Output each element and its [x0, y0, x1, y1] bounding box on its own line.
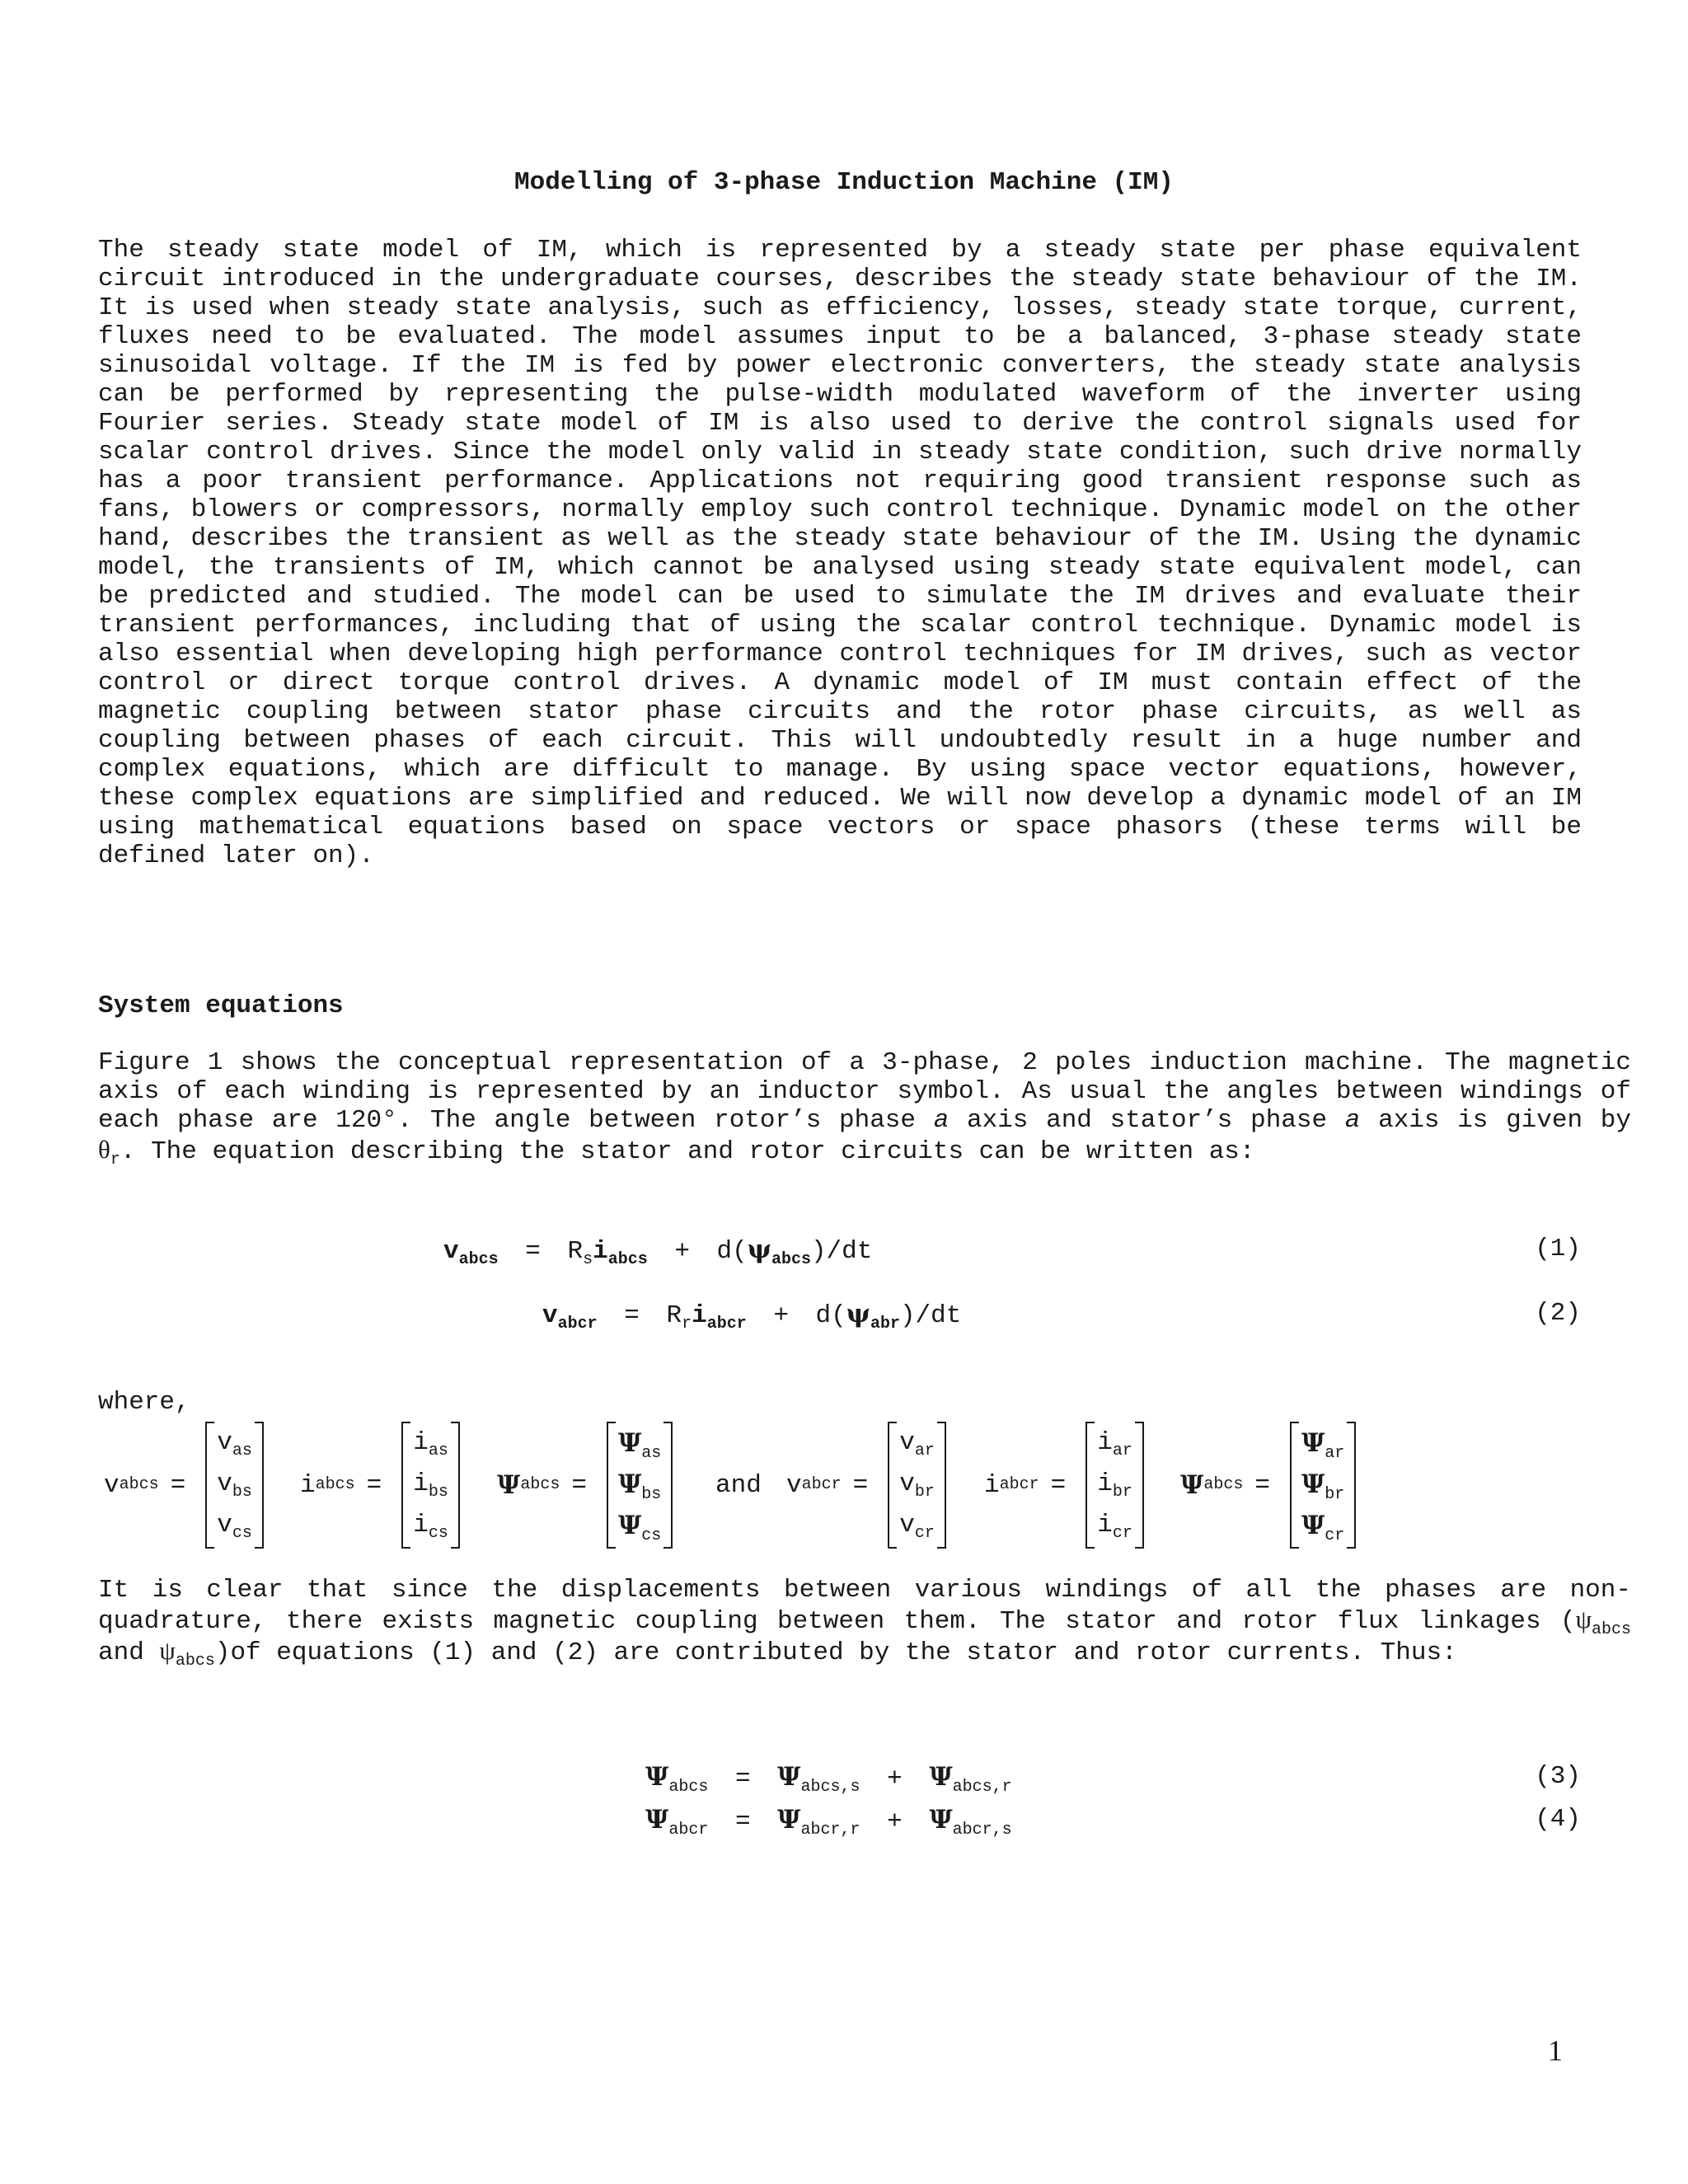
plus-sign: + [674, 1237, 690, 1266]
figure-description-paragraph [98, 1048, 1631, 1169]
coupling-paragraph [98, 1576, 1631, 1671]
plus-sign: + [887, 1765, 903, 1793]
equals-sign: = [1254, 1470, 1270, 1500]
subscript: abcs,r [952, 1778, 1012, 1797]
flux-symbol: Ψ [777, 1805, 801, 1835]
current-vector: i [593, 1237, 608, 1266]
rotor-current-vector-definition: i abcr = $i_{ar}$ $i_{br}$ $i_{cr}$ [984, 1419, 1152, 1551]
equation-number-3: (3) [1535, 1762, 1581, 1791]
equation-number-1: (1) [1535, 1235, 1581, 1263]
column-matrix: $\Psi_{as}$ $\Psi_{bs}$ $\Psi_{cs}$ [607, 1422, 673, 1549]
stator-current-vector-definition: i abcs = $i_{as}$ $i_{bs}$ $i_{cs}$ [300, 1419, 468, 1551]
equation-number-2: (2) [1535, 1299, 1581, 1328]
subscript: abcr,r [800, 1821, 860, 1840]
subscript: abcs [1591, 1620, 1631, 1639]
subscript: abcr [668, 1821, 709, 1840]
equation-1 [443, 1235, 873, 1269]
flux-linkage-symbol: ψ [747, 1235, 771, 1264]
equals-sign: = [170, 1470, 186, 1500]
paragraph-text: )of equations (1) and (2) are contributed by the stator and rotor currents. Thus: [214, 1638, 1457, 1667]
phase-a-symbol: a [1344, 1106, 1361, 1135]
stator-voltage-vector-definition: v abcs = $v_{as}$ $v_{bs}$ $v_{cs}$ [104, 1419, 272, 1551]
equals-sign: = [366, 1470, 382, 1500]
paragraph-text: Figure 1 shows the conceptual representation of a 3-phase, 2 poles induction machine. The magnetic axis of each winding is represented by an inductor symbol. As usual the angles between windings of each phase are 120°. The angle between rotor’s phase [98, 1048, 1631, 1135]
page-number: 1 [1548, 2034, 1563, 2067]
paragraph-text: It is clear that since the displacements between various windings of all the phases are non-quadrature, there exists magnetic coupling between them. The stator and rotor flux linkages ( [98, 1576, 1631, 1636]
subscript: r [682, 1315, 692, 1333]
section-heading: System equations [98, 991, 344, 1020]
resistance-symbol: R [567, 1237, 584, 1266]
subscript: abcr [557, 1315, 598, 1333]
voltage-vector: v [443, 1237, 459, 1266]
flux-linkage-symbol: ψ [159, 1636, 176, 1665]
equals-sign: = [525, 1237, 541, 1266]
subscript: abcs [607, 1250, 648, 1269]
equals-sign: = [571, 1470, 587, 1500]
equation-2 [542, 1299, 962, 1333]
equals-sign: = [734, 1807, 751, 1836]
paragraph-text: and [98, 1638, 160, 1667]
theta-symbol: θ [98, 1135, 110, 1164]
equals-sign: = [852, 1470, 869, 1500]
column-matrix: $i_{ar}$ $i_{br}$ $i_{cr}$ [1085, 1422, 1144, 1549]
vector-name: v [786, 1470, 802, 1500]
equals-sign: = [624, 1301, 640, 1330]
flux-symbol: Ψ [929, 1762, 953, 1792]
paragraph-text: axis is given by [1360, 1106, 1631, 1135]
stator-flux-vector-definition: Ψ abcs = $\Psi_{as}$ $\Psi_{bs}$ $\Psi_{cs}$ [497, 1419, 681, 1551]
and-label: and [715, 1470, 762, 1500]
resistance-symbol: R [666, 1301, 682, 1330]
rotor-flux-vector-definition: Ψ abcs = $\Psi_{ar}$ $\Psi_{br}$ $\Psi_{cr}$ [1180, 1419, 1364, 1551]
derivative-open: d( [716, 1237, 748, 1266]
document-title: Modelling of 3-phase Induction Machine (IM) [514, 168, 1174, 197]
voltage-vector: v [542, 1301, 558, 1330]
subscript: abr [870, 1315, 900, 1333]
column-matrix: $v_{as}$ $v_{bs}$ $v_{cs}$ [205, 1422, 264, 1549]
subscript: abcs [458, 1250, 499, 1269]
flux-linkage-symbol: ψ [846, 1299, 870, 1329]
flux-symbol: Ψ [645, 1762, 669, 1792]
paragraph-text: axis and stator’s phase [949, 1106, 1345, 1135]
column-matrix: $\Psi_{ar}$ $\Psi_{br}$ $\Psi_{cr}$ [1290, 1422, 1356, 1549]
flux-linkage-symbol: ψ [1575, 1605, 1592, 1633]
phase-a-symbol: a [933, 1106, 950, 1135]
subscript: abcr [706, 1315, 747, 1333]
subscript: abcs [771, 1250, 811, 1269]
subscript: abcs [175, 1652, 215, 1671]
theta-subscript: r [110, 1151, 120, 1169]
intro-paragraph: The steady state model of IM, which is represented by a steady state per phase equivalent circuit introduced in the undergraduate courses, describes the steady state behaviour of the IM. It is used when steady state analysis, such as efficiency, losses, steady state torque, current, fluxes need to be evaluated. The model assumes input to be a balanced, 3-phase steady state sinusoidal voltage. If the IM is fed by power electronic converters, the steady state analysis can be performed by representing the pulse-width modulated waveform of the inverter using Fourier series. Steady state model of IM is also used to derive the control signals used for scalar control drives. Since the model only valid in steady state condition, such drive normally has a poor transient performance. Applications not requiring good transient response such as fans, blowers or compressors, normally employ such control technique. Dynamic model on the other hand, describes the transient as well as the steady state behaviour of the IM. Using the dynamic model, the transients of IM, which cannot be analysed using steady state equivalent model, can be predicted and studied. The model can be used to simulate the IM drives and evaluate their transient performances, including that of using the scalar control technique. Dynamic model is also essential when developing high performance control techniques for IM drives, such as vector control or direct torque control drives. A dynamic model of IM must contain effect of the magnetic coupling between stator phase circuits and the rotor phase circuits, as well as coupling between phases of each circuit. This will undoubtedly result in a huge number and complex equations, which are difficult to manage. By using space vector equations, however, these complex equations are simplified and reduced. We will now develop a dynamic model of an IM using mathematical equations based on space vectors or space phasors (these terms will be defined later on). [98, 236, 1582, 870]
subscript: abcr,s [952, 1821, 1012, 1840]
derivative-open: d( [815, 1301, 846, 1330]
vector-name: v [104, 1470, 120, 1500]
subscript: abcs [668, 1778, 709, 1797]
equals-sign: = [734, 1765, 751, 1793]
plus-sign: + [773, 1301, 789, 1330]
derivative-close: )/dt [810, 1237, 873, 1266]
rotor-voltage-vector-definition: v abcr = $v_{ar}$ $v_{br}$ $v_{cr}$ [786, 1419, 954, 1551]
subscript: abcs,s [800, 1778, 860, 1797]
vector-name: Ψ [497, 1470, 521, 1500]
subscript: s [583, 1250, 593, 1269]
vector-name: i [300, 1470, 316, 1500]
flux-symbol: Ψ [929, 1805, 953, 1835]
current-vector: i [692, 1301, 707, 1330]
column-matrix: $i_{as}$ $i_{bs}$ $i_{cs}$ [401, 1422, 460, 1549]
equation-number-4: (4) [1535, 1805, 1581, 1834]
vector-name: i [984, 1470, 1000, 1500]
derivative-close: )/dt [899, 1301, 962, 1330]
plus-sign: + [887, 1807, 903, 1836]
flux-symbol: Ψ [777, 1762, 801, 1792]
where-label: where, [98, 1388, 190, 1417]
equals-sign: = [1050, 1470, 1067, 1500]
equation-3 [645, 1762, 1012, 1797]
flux-symbol: Ψ [645, 1805, 669, 1835]
equation-4 [645, 1805, 1012, 1840]
vector-name: Ψ [1180, 1470, 1204, 1500]
paragraph-text: . The equation describing the stator and rotor circuits can be written as: [120, 1137, 1255, 1166]
column-matrix: $v_{ar}$ $v_{br}$ $v_{cr}$ [888, 1422, 946, 1549]
